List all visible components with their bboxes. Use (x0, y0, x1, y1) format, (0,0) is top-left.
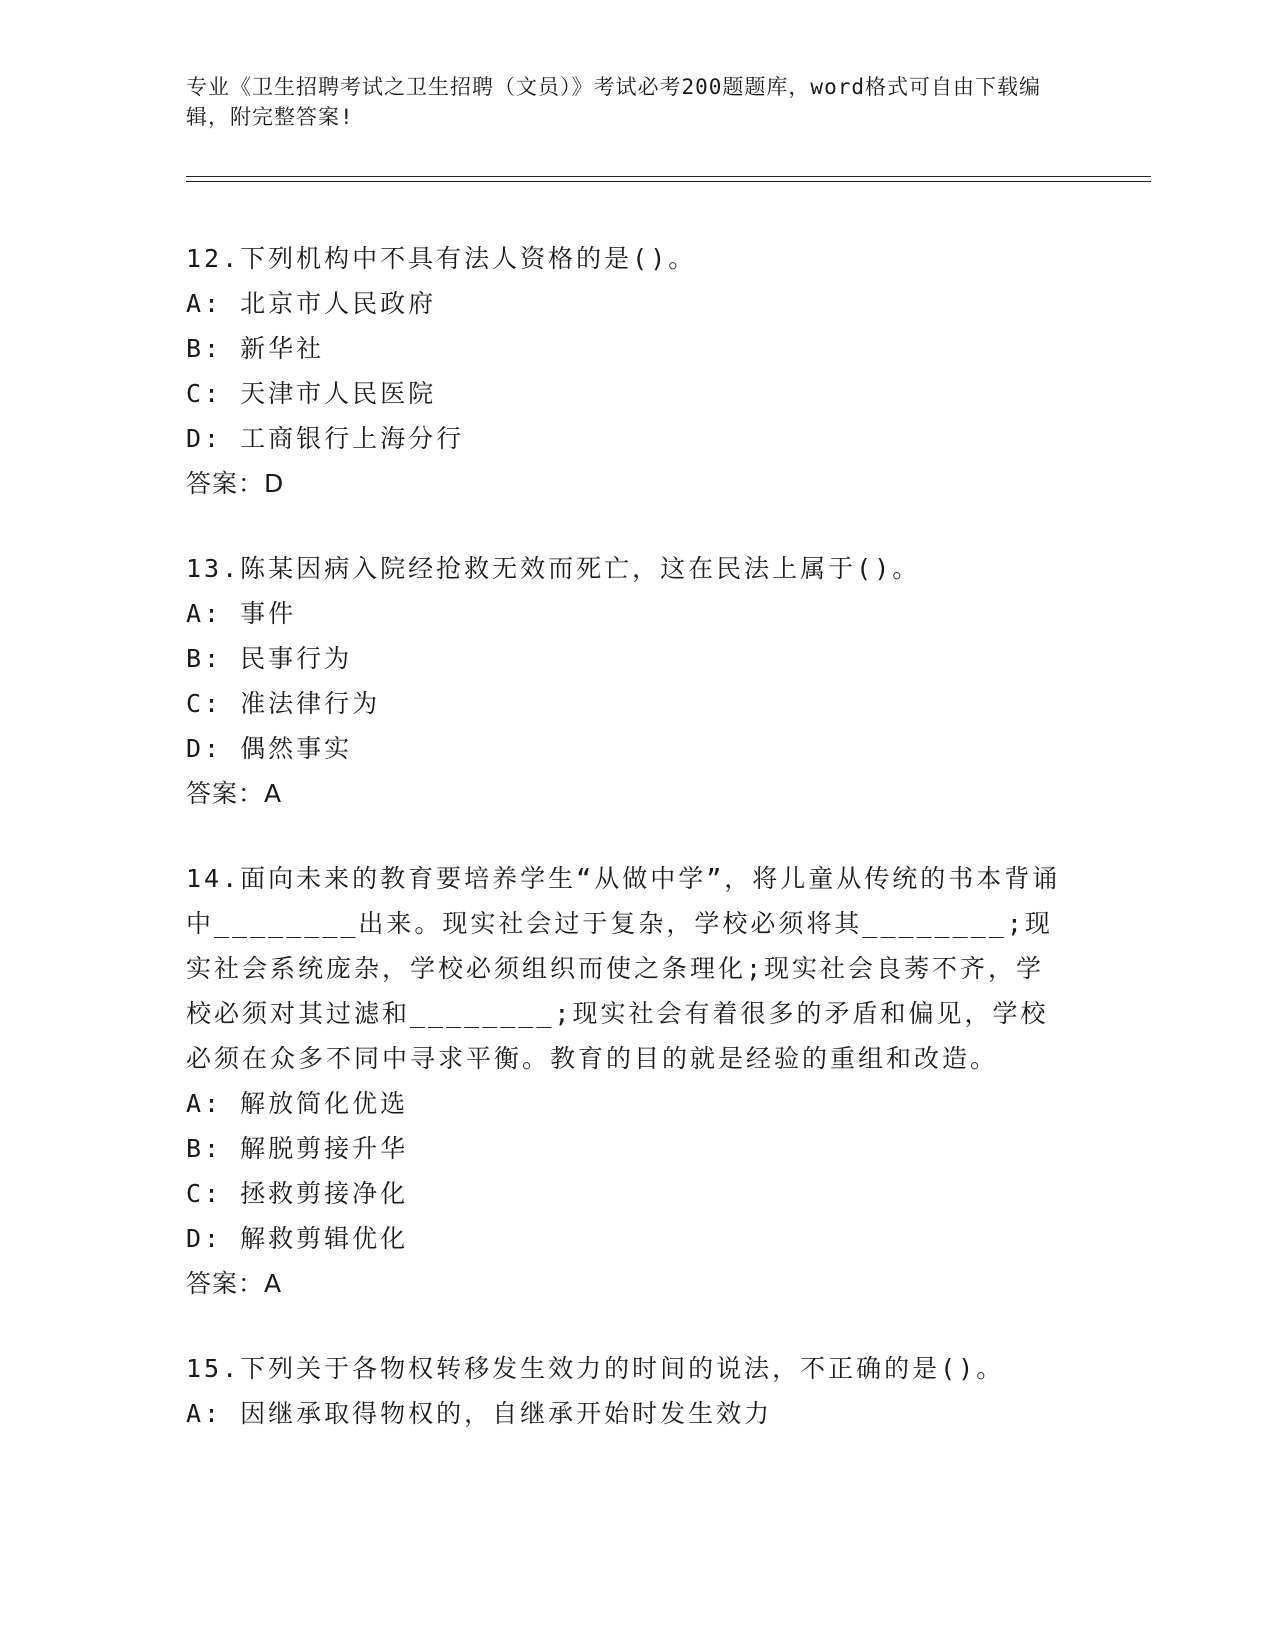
question-stem: 15.下列关于各物权转移发生效力的时间的说法，不正确的是()。 (186, 1354, 1005, 1383)
question-15 (186, 1346, 1066, 1436)
option-b: B: 解脱剪接升华 (186, 1134, 409, 1163)
option-c: C: 拯救剪接净化 (186, 1179, 409, 1208)
option-d: D: 偶然事实 (186, 734, 353, 763)
option-a: A: 北京市人民政府 (186, 289, 437, 318)
option-b: B: 民事行为 (186, 644, 353, 673)
question-12 (186, 236, 1066, 506)
question-13 (186, 546, 1066, 816)
option-a: A: 事件 (186, 599, 297, 628)
answer-line: 答案：A (186, 1269, 283, 1298)
question-stem: 14.面向未来的教育要培养学生“从做中学”，将儿童从传统的书本背诵中________出来。现实社会过于复杂，学校必须将其________;现实社会系统庞杂，学校必须组织而使之条理化;现实社会良莠不齐，学校必须对其过滤和________;现实社会有着很多的矛盾和偏见，学校必须在众多不同中寻求平衡。教育的目的就是经验的重组和改造。 (186, 864, 1061, 1073)
header-rule-top (186, 176, 1151, 177)
option-c: C: 准法律行为 (186, 689, 381, 718)
option-d: D: 解救剪辑优化 (186, 1224, 409, 1253)
question-stem: 13.陈某因病入院经抢救无效而死亡，这在民法上属于()。 (186, 554, 921, 583)
option-a: A: 解放简化优选 (186, 1089, 409, 1118)
answer-line: 答案：A (186, 779, 283, 808)
option-b: B: 新华社 (186, 334, 325, 363)
header-title: 专业《卫生招聘考试之卫生招聘（文员）》考试必考200题题库，word格式可自由下载编辑，附完整答案! (186, 75, 1041, 129)
answer-line: 答案：D (186, 469, 285, 498)
question-stem: 12.下列机构中不具有法人资格的是()。 (186, 244, 697, 273)
option-d: D: 工商银行上海分行 (186, 424, 465, 453)
header-rule-bottom (186, 181, 1151, 182)
question-list (186, 236, 1066, 1476)
question-14 (186, 856, 1066, 1306)
option-a: A: 因继承取得物权的，自继承开始时发生效力 (186, 1399, 773, 1428)
document-header (186, 72, 1066, 132)
option-c: C: 天津市人民医院 (186, 379, 437, 408)
